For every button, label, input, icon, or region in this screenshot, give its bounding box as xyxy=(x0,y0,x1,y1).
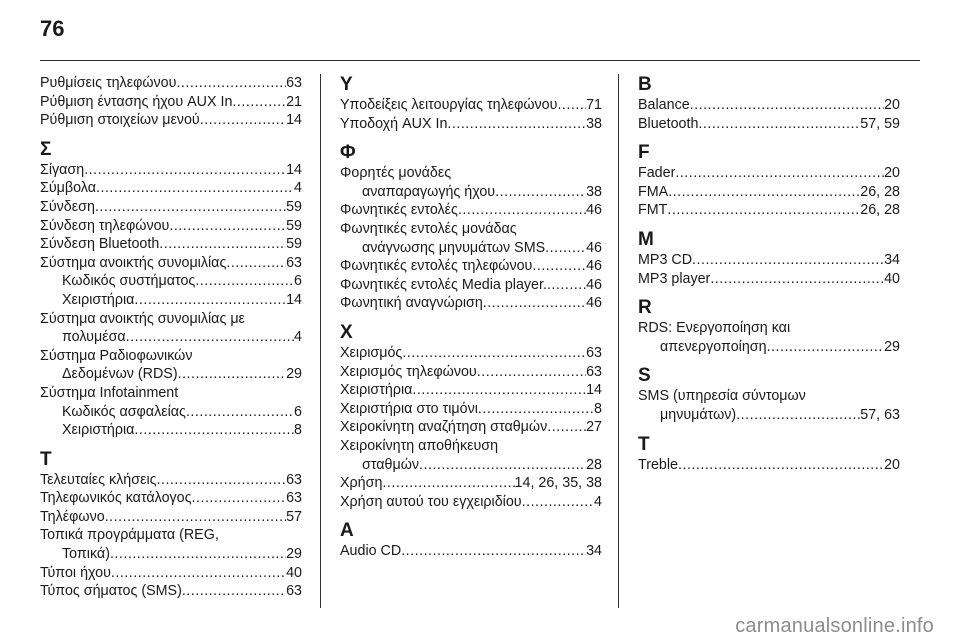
entry-text: Τοπικά) xyxy=(62,546,110,563)
dot-leader xyxy=(157,471,287,490)
index-letter-heading: T xyxy=(638,433,650,455)
entry-text: Χειρισμός xyxy=(340,344,403,361)
page-reference: 14 xyxy=(286,112,302,129)
index-column-2 xyxy=(340,74,602,561)
page-reference: 34 xyxy=(586,543,602,560)
entry-text: πολυμέσα xyxy=(62,329,126,346)
dot-leader xyxy=(447,115,586,134)
index-entry-heading: Σύστημα Ραδιοφωνικών xyxy=(40,347,193,364)
index-subentry xyxy=(340,183,602,202)
entry-text: Σύνδεση xyxy=(40,198,95,215)
page-reference: 14 xyxy=(286,291,302,308)
dot-leader xyxy=(105,508,286,527)
page-reference: 59 xyxy=(286,236,302,253)
page-reference: 46 xyxy=(586,202,602,219)
page-reference: 38 xyxy=(586,115,602,132)
entry-text: Σύνδεση τηλεφώνου xyxy=(40,217,170,234)
page-reference: 46 xyxy=(586,258,602,275)
index-column-3 xyxy=(638,74,900,474)
entry-text: Φωνητικές εντολές xyxy=(340,202,458,219)
index-entry-heading: Φωνητικές εντολές μονάδας xyxy=(340,220,517,237)
index-letter-heading: R xyxy=(638,297,652,319)
entry-text: Σύνδεση Bluetooth xyxy=(40,236,160,253)
dot-leader xyxy=(477,363,586,382)
index-entry xyxy=(638,251,900,270)
page-reference: 4 xyxy=(294,180,302,197)
index-subentry xyxy=(40,403,302,422)
entry-text: Υποδείξεις λειτουργίας τηλεφώνου xyxy=(340,97,558,113)
entry-text: Φωνητικές εντολές τηλεφώνου xyxy=(340,258,533,275)
index-letter-heading: M xyxy=(638,228,654,250)
dot-leader xyxy=(483,294,586,313)
index-entry xyxy=(40,179,302,198)
dot-leader xyxy=(182,582,286,601)
index-entry xyxy=(40,161,302,180)
entry-text: Τηλέφωνο xyxy=(40,508,105,525)
dot-leader xyxy=(522,493,594,512)
dot-leader xyxy=(226,254,286,273)
page-reference: 57, 59 xyxy=(860,115,900,132)
page-reference: 38 xyxy=(586,183,602,200)
index-entry-heading: Σύστημα Infotainment xyxy=(40,384,179,401)
watermark: carmanualsonline.info xyxy=(735,615,934,637)
dot-leader xyxy=(134,421,294,440)
page-reference: 34 xyxy=(884,251,900,268)
dot-leader xyxy=(195,272,294,291)
index-letter-heading: B xyxy=(638,74,652,95)
index-subentry xyxy=(40,421,302,440)
entry-text: FMA xyxy=(638,183,669,200)
dot-leader xyxy=(495,183,586,202)
page-reference: 20 xyxy=(884,165,900,182)
index-entry xyxy=(340,201,602,220)
entry-text: Τελευταίες κλήσεις xyxy=(40,471,157,488)
index-entry xyxy=(40,564,302,583)
index-entry xyxy=(340,276,602,295)
dot-leader xyxy=(169,217,286,236)
page-reference: 6 xyxy=(294,273,302,290)
index-letter-heading: Τ xyxy=(40,448,52,470)
dot-leader xyxy=(382,474,514,493)
page-reference: 8 xyxy=(594,400,602,417)
dot-leader xyxy=(532,257,586,276)
index-entry xyxy=(340,400,602,419)
page-reference: 27 xyxy=(586,419,602,436)
page-reference: 57 xyxy=(286,508,302,525)
dot-leader xyxy=(126,328,294,347)
entry-text: Audio CD xyxy=(340,543,402,560)
index-entry xyxy=(638,270,900,289)
index-entry xyxy=(340,96,602,115)
page-reference: 21 xyxy=(286,93,302,110)
dot-leader xyxy=(95,198,286,217)
index-entry xyxy=(638,115,900,134)
entry-text: Δεδομένων (RDS) xyxy=(62,366,178,383)
page-reference: 63 xyxy=(286,254,302,271)
page-reference: 63 xyxy=(286,490,302,507)
entry-text: Σύστημα ανοικτής συνομιλίας xyxy=(40,254,227,271)
page-reference: 14, 26, 35, 38 xyxy=(514,475,602,492)
index-entry xyxy=(638,456,900,475)
index-entry xyxy=(340,363,602,382)
dot-leader xyxy=(159,235,286,254)
dot-leader xyxy=(557,96,586,115)
index-letter-heading: Σ xyxy=(40,138,52,160)
index-subentry xyxy=(40,328,302,347)
dot-leader xyxy=(134,291,286,310)
entry-text: Κωδικός ασφαλείας xyxy=(62,403,186,420)
page-reference: 59 xyxy=(286,198,302,215)
dot-leader xyxy=(547,418,586,437)
index-entry xyxy=(40,582,302,601)
entry-text: Κωδικός συστήματος xyxy=(62,273,196,290)
index-letter-heading: Υ xyxy=(340,74,353,95)
dot-leader xyxy=(668,183,860,202)
index-subentry xyxy=(638,338,900,357)
index-entry xyxy=(40,198,302,217)
dot-leader xyxy=(96,179,294,198)
entry-text: Σύμβολα xyxy=(40,180,96,197)
page-reference: 14 xyxy=(286,161,302,178)
index-subentry xyxy=(340,456,602,475)
index-entry xyxy=(40,508,302,527)
index-subentry xyxy=(340,239,602,258)
index-entry xyxy=(638,201,900,220)
index-letter-heading: F xyxy=(638,142,650,164)
index-entry xyxy=(40,74,302,93)
dot-leader xyxy=(458,201,586,220)
page-reference: 26, 28 xyxy=(860,183,900,200)
index-subentry xyxy=(638,406,900,425)
index-entry xyxy=(40,254,302,273)
index-entry-heading: Σύστημα ανοικτής συνομιλίας με xyxy=(40,310,245,327)
dot-leader xyxy=(178,365,287,384)
index-entry xyxy=(40,93,302,112)
dot-leader xyxy=(478,400,594,419)
dot-leader xyxy=(547,276,586,295)
index-letter-heading: S xyxy=(638,365,651,387)
entry-text: FMT xyxy=(638,202,668,219)
dot-leader xyxy=(401,542,586,561)
index-entry xyxy=(340,344,602,363)
entry-text: αναπαραγωγής ήχου xyxy=(362,183,496,200)
dot-leader xyxy=(111,564,286,583)
dot-leader xyxy=(402,344,586,363)
page-reference: 14 xyxy=(586,382,602,399)
dot-leader xyxy=(419,456,586,475)
dot-leader xyxy=(192,489,287,508)
index-entry-heading: Τοπικά προγράμματα (REG, xyxy=(40,527,219,544)
entry-text: Fader xyxy=(638,165,676,182)
index-subentry xyxy=(40,291,302,310)
index-entry xyxy=(340,493,602,512)
entry-text: απενεργοποίηση xyxy=(660,338,767,355)
entry-text: Ρύθμιση στοιχείων μενού xyxy=(40,112,200,129)
column-divider xyxy=(320,74,321,608)
entry-text: Υποδοχή AUX In xyxy=(340,115,448,132)
entry-text: Χειρισμός τηλεφώνου xyxy=(340,363,477,380)
entry-text: Χρήση xyxy=(340,475,383,492)
page-reference: 26, 28 xyxy=(860,202,900,219)
dot-leader xyxy=(176,74,286,93)
index-entry xyxy=(40,489,302,508)
dot-leader xyxy=(678,456,884,475)
entry-text: ανάγνωσης μηνυμάτων SMS xyxy=(362,239,546,256)
entry-text: Χρήση αυτού του εγχειριδίου xyxy=(340,493,522,510)
page-reference: 71 xyxy=(586,97,602,113)
index-entry xyxy=(638,96,900,115)
entry-text: MP3 CD xyxy=(638,251,693,268)
page-reference: 63 xyxy=(586,363,602,380)
page-reference: 57, 63 xyxy=(860,406,900,423)
index-entry-heading: Φορητές μονάδες xyxy=(340,165,452,182)
index-column-1 xyxy=(40,74,302,601)
entry-text: Ρύθμιση έντασης ήχου AUX In xyxy=(40,93,233,110)
index-letter-heading: Χ xyxy=(340,321,353,343)
entry-text: Φωνητικές εντολές Media player. xyxy=(340,276,547,293)
entry-text: Χειριστήρια xyxy=(62,422,135,439)
index-entry xyxy=(40,471,302,490)
index-subentry xyxy=(40,365,302,384)
page-reference: 20 xyxy=(884,456,900,473)
dot-leader xyxy=(412,381,586,400)
index-letter-heading: A xyxy=(340,520,354,542)
dot-leader xyxy=(736,406,860,425)
page-reference: 46 xyxy=(586,295,602,312)
header-rule xyxy=(40,60,920,61)
entry-text: Χειριστήρια xyxy=(340,382,413,399)
page-reference: 29 xyxy=(286,546,302,563)
index-entry xyxy=(638,164,900,183)
entry-text: Bluetooth xyxy=(638,115,699,132)
entry-text: σταθμών xyxy=(362,456,420,473)
dot-leader xyxy=(692,251,884,270)
page-reference: 63 xyxy=(286,471,302,488)
column-divider xyxy=(618,74,619,608)
page-reference: 4 xyxy=(294,329,302,346)
dot-leader xyxy=(675,164,884,183)
page-reference: 29 xyxy=(884,338,900,355)
page-reference: 40 xyxy=(286,564,302,581)
index-entry xyxy=(40,235,302,254)
entry-text: Τύπος σήματος (SMS) xyxy=(40,583,182,600)
page-reference: 63 xyxy=(286,75,302,91)
index-entry-heading: SMS (υπηρεσία σύντομων xyxy=(638,388,806,405)
dot-leader xyxy=(110,545,286,564)
dot-leader xyxy=(690,96,884,115)
page-reference: 46 xyxy=(586,276,602,293)
page-reference: 4 xyxy=(594,493,602,510)
index-entry xyxy=(340,381,602,400)
index-entry-heading: Χειροκίνητη αποθήκευση xyxy=(340,437,499,454)
entry-text: Χειριστήρια στο τιμόνι xyxy=(340,400,478,417)
index-entry xyxy=(340,257,602,276)
dot-leader xyxy=(710,270,884,289)
page-reference: 8 xyxy=(294,422,302,439)
dot-leader xyxy=(200,111,286,130)
entry-text: Χειριστήρια xyxy=(62,291,135,308)
index-entry xyxy=(40,111,302,130)
index-entry xyxy=(340,294,602,313)
dot-leader xyxy=(232,93,286,112)
page-reference: 20 xyxy=(884,97,900,113)
entry-text: μηνυμάτων) xyxy=(660,406,737,423)
page-reference: 29 xyxy=(286,366,302,383)
index-subentry xyxy=(40,545,302,564)
page-reference: 63 xyxy=(586,344,602,361)
index-entry xyxy=(340,115,602,134)
index-entry xyxy=(340,474,602,493)
entry-text: Τηλεφωνικός κατάλογος xyxy=(40,490,192,507)
page-reference: 6 xyxy=(294,403,302,420)
page-reference: 46 xyxy=(586,239,602,256)
entry-text: MP3 player xyxy=(638,270,711,287)
index-subentry xyxy=(40,272,302,291)
dot-leader xyxy=(698,115,860,134)
page-number: 76 xyxy=(40,16,65,41)
page-reference: 63 xyxy=(286,583,302,600)
dot-leader xyxy=(767,338,885,357)
dot-leader xyxy=(545,239,586,258)
index-entry xyxy=(340,418,602,437)
entry-text: Σίγαση xyxy=(40,161,85,178)
entry-text: Treble xyxy=(638,456,678,473)
page-reference: 59 xyxy=(286,217,302,234)
index-entry xyxy=(638,183,900,202)
entry-text: Balance xyxy=(638,97,690,113)
entry-text: Ρυθμίσεις τηλεφώνου xyxy=(40,75,177,91)
entry-text: Χειροκίνητη αναζήτηση σταθμών xyxy=(340,419,548,436)
page-reference: 40 xyxy=(884,270,900,287)
dot-leader xyxy=(84,161,286,180)
dot-leader xyxy=(186,403,294,422)
index-entry xyxy=(40,217,302,236)
index-letter-heading: Φ xyxy=(340,142,356,164)
index-entry-heading: RDS: Ενεργοποίηση και xyxy=(638,320,791,337)
entry-text: Τύποι ήχου xyxy=(40,564,111,581)
page-reference: 28 xyxy=(586,456,602,473)
index-entry xyxy=(340,542,602,561)
entry-text: Φωνητική αναγνώριση xyxy=(340,295,483,312)
dot-leader xyxy=(667,201,860,220)
